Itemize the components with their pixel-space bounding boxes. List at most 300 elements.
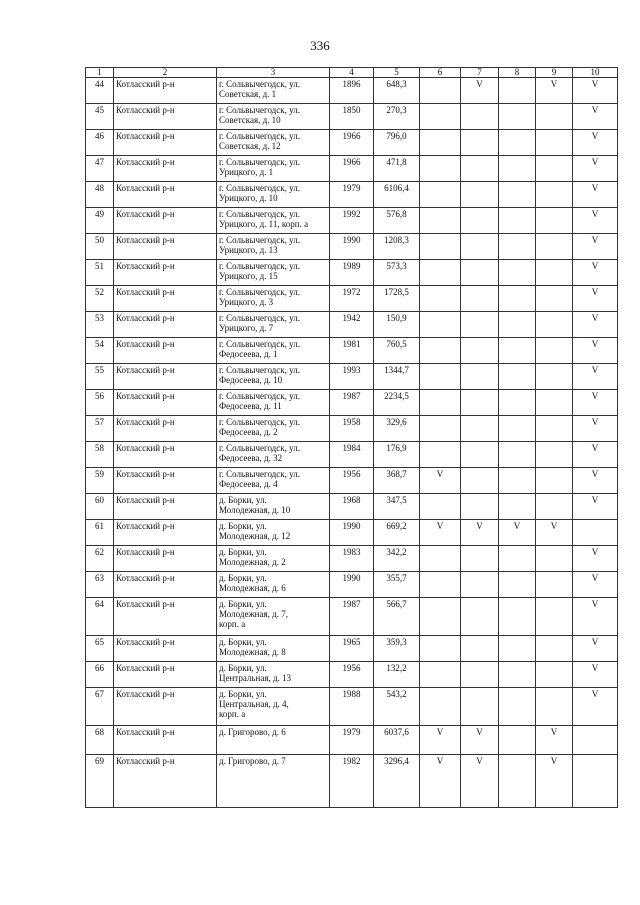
address-line: г. Сольвычегодск, ул. — [219, 209, 300, 219]
address-cell — [217, 416, 330, 442]
mark-cell-c10 — [573, 755, 618, 808]
row-number-cell: 44 — [86, 78, 114, 104]
table-row — [86, 636, 618, 662]
year-cell: 1956 — [330, 468, 374, 494]
address-line: д. Григорово, д. 7 — [219, 756, 286, 766]
address-line: Молодежная, д. 10 — [219, 505, 291, 515]
mark-cell-c9 — [536, 104, 573, 130]
mark-cell-c10: V — [573, 104, 618, 130]
mark-cell-c7 — [461, 182, 499, 208]
mark-cell-c6 — [420, 208, 461, 234]
table-row — [86, 390, 618, 416]
address-line: Советская, д. 10 — [219, 115, 281, 125]
mark-cell-c7: V — [461, 78, 499, 104]
address-cell — [217, 130, 330, 156]
column-number: 6 — [420, 68, 461, 78]
address-cell — [217, 260, 330, 286]
row-number-cell: 52 — [86, 286, 114, 312]
mark-cell-c7 — [461, 390, 499, 416]
mark-cell-c6 — [420, 390, 461, 416]
address-line: г. Сольвычегодск, ул. — [219, 469, 300, 479]
mark-cell-c7 — [461, 688, 499, 726]
area-cell: 648,3 — [374, 78, 420, 104]
mark-cell-c9 — [536, 364, 573, 390]
table-row — [86, 286, 618, 312]
table-row — [86, 662, 618, 688]
district-cell: Котласский р-н — [114, 598, 217, 636]
address-cell — [217, 494, 330, 520]
district-cell: Котласский р-н — [114, 234, 217, 260]
table-row — [86, 260, 618, 286]
table-row — [86, 572, 618, 598]
address-cell — [217, 78, 330, 104]
table-row — [86, 442, 618, 468]
mark-cell-c9 — [536, 338, 573, 364]
district-cell: Котласский р-н — [114, 286, 217, 312]
year-cell: 1988 — [330, 688, 374, 726]
mark-cell-c10: V — [573, 416, 618, 442]
district-cell: Котласский р-н — [114, 260, 217, 286]
area-cell: 1208,3 — [374, 234, 420, 260]
table-row — [86, 364, 618, 390]
row-number-cell: 60 — [86, 494, 114, 520]
mark-cell-c7 — [461, 364, 499, 390]
mark-cell-c9 — [536, 286, 573, 312]
mark-cell-c10: V — [573, 636, 618, 662]
row-number-cell: 66 — [86, 662, 114, 688]
register-table — [85, 67, 618, 808]
address-line: г. Сольвычегодск, ул. — [219, 339, 300, 349]
address-line: Федосеева, д. 1 — [219, 349, 278, 359]
address-line: Молодежная, д. 12 — [219, 531, 291, 541]
district-cell: Котласский р-н — [114, 104, 217, 130]
mark-cell-c7 — [461, 416, 499, 442]
mark-cell-c10: V — [573, 208, 618, 234]
row-number-cell: 47 — [86, 156, 114, 182]
mark-cell-c8 — [499, 572, 536, 598]
column-number: 1 — [86, 68, 114, 78]
mark-cell-c6 — [420, 338, 461, 364]
mark-cell-c9: V — [536, 755, 573, 808]
address-cell — [217, 572, 330, 598]
mark-cell-c7: V — [461, 755, 499, 808]
mark-cell-c10: V — [573, 260, 618, 286]
address-line: д. Борки, ул. — [219, 495, 267, 505]
area-cell: 342,2 — [374, 546, 420, 572]
mark-cell-c7 — [461, 130, 499, 156]
district-cell: Котласский р-н — [114, 636, 217, 662]
mark-cell-c8 — [499, 755, 536, 808]
area-cell: 6037,6 — [374, 726, 420, 755]
year-cell: 1942 — [330, 312, 374, 338]
mark-cell-c9 — [536, 182, 573, 208]
mark-cell-c6 — [420, 662, 461, 688]
district-cell: Котласский р-н — [114, 156, 217, 182]
year-cell: 1990 — [330, 234, 374, 260]
mark-cell-c8 — [499, 598, 536, 636]
address-cell — [217, 546, 330, 572]
mark-cell-c7 — [461, 104, 499, 130]
year-cell: 1965 — [330, 636, 374, 662]
mark-cell-c6: V — [420, 755, 461, 808]
table-row — [86, 416, 618, 442]
table-row — [86, 156, 618, 182]
row-number-cell: 50 — [86, 234, 114, 260]
address-line: Центральная, д. 4, — [219, 699, 289, 709]
mark-cell-c6 — [420, 494, 461, 520]
mark-cell-c7 — [461, 338, 499, 364]
mark-cell-c6 — [420, 598, 461, 636]
address-cell — [217, 208, 330, 234]
row-number-cell: 59 — [86, 468, 114, 494]
address-line: д. Борки, ул. — [219, 599, 267, 609]
mark-cell-c6 — [420, 104, 461, 130]
mark-cell-c9: V — [536, 726, 573, 755]
area-cell: 150,9 — [374, 312, 420, 338]
district-cell: Котласский р-н — [114, 520, 217, 546]
mark-cell-c6 — [420, 546, 461, 572]
row-number-cell: 51 — [86, 260, 114, 286]
area-cell: 1728,5 — [374, 286, 420, 312]
year-cell: 1972 — [330, 286, 374, 312]
address-line: Урицкого, д. 7 — [219, 323, 274, 333]
area-cell: 669,2 — [374, 520, 420, 546]
table-row — [86, 338, 618, 364]
address-line: г. Сольвычегодск, ул. — [219, 235, 300, 245]
year-cell: 1958 — [330, 416, 374, 442]
address-line: корп. а — [219, 709, 246, 719]
address-cell — [217, 182, 330, 208]
column-number-row — [86, 68, 618, 78]
area-cell: 566,7 — [374, 598, 420, 636]
address-cell — [217, 390, 330, 416]
address-line: г. Сольвычегодск, ул. — [219, 443, 300, 453]
district-cell: Котласский р-н — [114, 364, 217, 390]
mark-cell-c7 — [461, 234, 499, 260]
mark-cell-c9 — [536, 572, 573, 598]
district-cell: Котласский р-н — [114, 546, 217, 572]
address-line: д. Борки, ул. — [219, 547, 267, 557]
table-row — [86, 726, 618, 755]
address-line: г. Сольвычегодск, ул. — [219, 313, 300, 323]
address-line: д. Борки, ул. — [219, 637, 267, 647]
address-cell — [217, 636, 330, 662]
address-line: г. Сольвычегодск, ул. — [219, 365, 300, 375]
mark-cell-c9 — [536, 494, 573, 520]
mark-cell-c9 — [536, 260, 573, 286]
address-cell — [217, 662, 330, 688]
mark-cell-c8 — [499, 726, 536, 755]
mark-cell-c6 — [420, 182, 461, 208]
mark-cell-c9 — [536, 156, 573, 182]
district-cell: Котласский р-н — [114, 416, 217, 442]
mark-cell-c9 — [536, 130, 573, 156]
table-row — [86, 182, 618, 208]
address-cell — [217, 286, 330, 312]
mark-cell-c6 — [420, 416, 461, 442]
table-row — [86, 130, 618, 156]
row-number-cell: 61 — [86, 520, 114, 546]
mark-cell-c10: V — [573, 130, 618, 156]
year-cell: 1992 — [330, 208, 374, 234]
column-number: 4 — [330, 68, 374, 78]
mark-cell-c7 — [461, 442, 499, 468]
address-line: д. Григорово, д. 6 — [219, 727, 286, 737]
mark-cell-c8 — [499, 156, 536, 182]
address-cell — [217, 520, 330, 546]
row-number-cell: 53 — [86, 312, 114, 338]
mark-cell-c6: V — [420, 726, 461, 755]
table-row — [86, 468, 618, 494]
table-row — [86, 312, 618, 338]
address-cell — [217, 312, 330, 338]
district-cell: Котласский р-н — [114, 662, 217, 688]
row-number-cell: 46 — [86, 130, 114, 156]
mark-cell-c8 — [499, 234, 536, 260]
area-cell: 355,7 — [374, 572, 420, 598]
district-cell: Котласский р-н — [114, 688, 217, 726]
mark-cell-c10: V — [573, 390, 618, 416]
mark-cell-c7 — [461, 260, 499, 286]
mark-cell-c8 — [499, 688, 536, 726]
district-cell: Котласский р-н — [114, 726, 217, 755]
mark-cell-c9: V — [536, 78, 573, 104]
year-cell: 1956 — [330, 662, 374, 688]
mark-cell-c9: V — [536, 520, 573, 546]
year-cell: 1966 — [330, 130, 374, 156]
row-number-cell: 49 — [86, 208, 114, 234]
mark-cell-c10: V — [573, 78, 618, 104]
address-line: Урицкого, д. 11, корп. а — [219, 219, 309, 229]
address-line: г. Сольвычегодск, ул. — [219, 131, 300, 141]
mark-cell-c7 — [461, 208, 499, 234]
column-number: 9 — [536, 68, 573, 78]
mark-cell-c7 — [461, 468, 499, 494]
address-line: г. Сольвычегодск, ул. — [219, 79, 300, 89]
row-number-cell: 69 — [86, 755, 114, 808]
mark-cell-c9 — [536, 390, 573, 416]
mark-cell-c10: V — [573, 546, 618, 572]
area-cell: 760,5 — [374, 338, 420, 364]
address-cell — [217, 338, 330, 364]
mark-cell-c9 — [536, 662, 573, 688]
row-number-cell: 54 — [86, 338, 114, 364]
mark-cell-c10: V — [573, 572, 618, 598]
mark-cell-c8 — [499, 338, 536, 364]
address-line: д. Борки, ул. — [219, 521, 267, 531]
address-line: г. Сольвычегодск, ул. — [219, 417, 300, 427]
table-row — [86, 104, 618, 130]
mark-cell-c8 — [499, 390, 536, 416]
row-number-cell: 64 — [86, 598, 114, 636]
mark-cell-c10: V — [573, 442, 618, 468]
mark-cell-c9 — [536, 688, 573, 726]
mark-cell-c8 — [499, 104, 536, 130]
district-cell: Котласский р-н — [114, 494, 217, 520]
mark-cell-c8 — [499, 130, 536, 156]
mark-cell-c10: V — [573, 468, 618, 494]
table-row — [86, 494, 618, 520]
mark-cell-c9 — [536, 416, 573, 442]
address-cell — [217, 468, 330, 494]
mark-cell-c7: V — [461, 520, 499, 546]
address-line: г. Сольвычегодск, ул. — [219, 261, 300, 271]
district-cell: Котласский р-н — [114, 468, 217, 494]
mark-cell-c6: V — [420, 468, 461, 494]
year-cell: 1979 — [330, 182, 374, 208]
row-number-cell: 62 — [86, 546, 114, 572]
address-line: Федосеева, д. 10 — [219, 375, 283, 385]
address-line: Советская, д. 1 — [219, 89, 277, 99]
mark-cell-c8 — [499, 468, 536, 494]
mark-cell-c6 — [420, 572, 461, 598]
year-cell: 1990 — [330, 520, 374, 546]
mark-cell-c8 — [499, 78, 536, 104]
table-row — [86, 598, 618, 636]
year-cell: 1987 — [330, 598, 374, 636]
mark-cell-c7 — [461, 662, 499, 688]
district-cell: Котласский р-н — [114, 78, 217, 104]
mark-cell-c7 — [461, 546, 499, 572]
district-cell: Котласский р-н — [114, 442, 217, 468]
table-row — [86, 520, 618, 546]
area-cell: 329,6 — [374, 416, 420, 442]
address-line: д. Борки, ул. — [219, 663, 267, 673]
address-cell — [217, 688, 330, 726]
mark-cell-c10 — [573, 726, 618, 755]
column-number: 8 — [499, 68, 536, 78]
row-number-cell: 63 — [86, 572, 114, 598]
mark-cell-c8 — [499, 494, 536, 520]
address-line: Федосеева, д. 32 — [219, 453, 283, 463]
mark-cell-c10: V — [573, 312, 618, 338]
year-cell: 1987 — [330, 390, 374, 416]
address-line: Федосеева, д. 11 — [219, 401, 282, 411]
mark-cell-c7 — [461, 636, 499, 662]
district-cell: Котласский р-н — [114, 390, 217, 416]
mark-cell-c10: V — [573, 156, 618, 182]
mark-cell-c10: V — [573, 286, 618, 312]
mark-cell-c6: V — [420, 520, 461, 546]
mark-cell-c6 — [420, 130, 461, 156]
address-line: д. Борки, ул. — [219, 573, 267, 583]
mark-cell-c8 — [499, 286, 536, 312]
mark-cell-c7: V — [461, 726, 499, 755]
mark-cell-c10: V — [573, 364, 618, 390]
year-cell: 1989 — [330, 260, 374, 286]
mark-cell-c10: V — [573, 182, 618, 208]
area-cell: 796,0 — [374, 130, 420, 156]
table-row — [86, 208, 618, 234]
mark-cell-c8: V — [499, 520, 536, 546]
mark-cell-c6 — [420, 364, 461, 390]
address-line: г. Сольвычегодск, ул. — [219, 157, 300, 167]
address-cell — [217, 234, 330, 260]
area-cell: 6106,4 — [374, 182, 420, 208]
mark-cell-c9 — [536, 468, 573, 494]
mark-cell-c9 — [536, 234, 573, 260]
table-row — [86, 546, 618, 572]
mark-cell-c10: V — [573, 234, 618, 260]
area-cell: 176,9 — [374, 442, 420, 468]
mark-cell-c9 — [536, 312, 573, 338]
address-cell — [217, 442, 330, 468]
row-number-cell: 48 — [86, 182, 114, 208]
mark-cell-c10: V — [573, 662, 618, 688]
address-line: Молодежная, д. 2 — [219, 557, 286, 567]
mark-cell-c7 — [461, 156, 499, 182]
area-cell: 2234,5 — [374, 390, 420, 416]
area-cell: 359,3 — [374, 636, 420, 662]
mark-cell-c6 — [420, 78, 461, 104]
mark-cell-c8 — [499, 662, 536, 688]
mark-cell-c6 — [420, 260, 461, 286]
address-line: Советская, д. 12 — [219, 141, 281, 151]
mark-cell-c8 — [499, 312, 536, 338]
mark-cell-c9 — [536, 442, 573, 468]
mark-cell-c8 — [499, 416, 536, 442]
district-cell: Котласский р-н — [114, 338, 217, 364]
mark-cell-c6 — [420, 286, 461, 312]
address-cell — [217, 726, 330, 755]
address-line: г. Сольвычегодск, ул. — [219, 287, 300, 297]
address-cell — [217, 755, 330, 808]
area-cell: 132,2 — [374, 662, 420, 688]
row-number-cell: 56 — [86, 390, 114, 416]
address-cell — [217, 364, 330, 390]
address-line: корп. а — [219, 619, 246, 629]
address-line: г. Сольвычегодск, ул. — [219, 183, 300, 193]
year-cell: 1966 — [330, 156, 374, 182]
year-cell: 1896 — [330, 78, 374, 104]
mark-cell-c9 — [536, 546, 573, 572]
mark-cell-c8 — [499, 636, 536, 662]
address-cell — [217, 104, 330, 130]
district-cell: Котласский р-н — [114, 208, 217, 234]
address-line: Молодежная, д. 6 — [219, 583, 286, 593]
row-number-cell: 57 — [86, 416, 114, 442]
mark-cell-c9 — [536, 636, 573, 662]
area-cell: 543,2 — [374, 688, 420, 726]
row-number-cell: 55 — [86, 364, 114, 390]
column-number: 7 — [461, 68, 499, 78]
district-cell: Котласский р-н — [114, 572, 217, 598]
mark-cell-c7 — [461, 312, 499, 338]
address-line: г. Сольвычегодск, ул. — [219, 105, 300, 115]
mark-cell-c9 — [536, 598, 573, 636]
address-line: Урицкого, д. 13 — [219, 245, 278, 255]
mark-cell-c10: V — [573, 338, 618, 364]
mark-cell-c6 — [420, 234, 461, 260]
mark-cell-c8 — [499, 546, 536, 572]
address-line: Молодежная, д. 7, — [219, 609, 288, 619]
area-cell: 368,7 — [374, 468, 420, 494]
mark-cell-c10: V — [573, 688, 618, 726]
district-cell: Котласский р-н — [114, 755, 217, 808]
area-cell: 471,8 — [374, 156, 420, 182]
address-cell — [217, 156, 330, 182]
address-line: Урицкого, д. 15 — [219, 271, 278, 281]
table-row — [86, 78, 618, 104]
mark-cell-c7 — [461, 572, 499, 598]
mark-cell-c6 — [420, 688, 461, 726]
area-cell: 347,5 — [374, 494, 420, 520]
address-cell — [217, 598, 330, 636]
mark-cell-c10 — [573, 520, 618, 546]
row-number-cell: 67 — [86, 688, 114, 726]
mark-cell-c6 — [420, 156, 461, 182]
address-line: Молодежная, д. 8 — [219, 647, 286, 657]
